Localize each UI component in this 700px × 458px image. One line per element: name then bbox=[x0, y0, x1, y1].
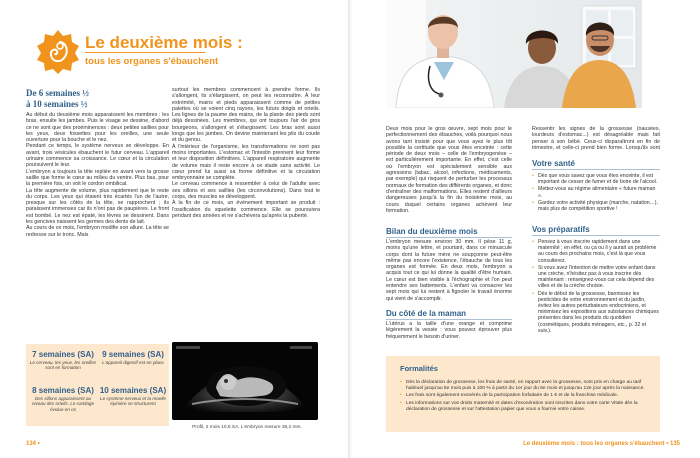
page-title: Le deuxième mois : bbox=[85, 33, 243, 52]
list-item: • Dès la déclaration de grossesse, les frais de santé, en rapport avec la grossesse, sont pris en charge au tarif habituel jusqu'au 5e mois puis à 100 % à partir du 1er jour du 6e mois et jusqu'au 12e jour après la naissance. bbox=[400, 380, 650, 392]
list-item: • Dès que vous savez que vous êtes enceinte, il est important de cesser de fumer et de boire de l'alcool. bbox=[532, 173, 660, 185]
sa-desc: Des sillons apparaissent au niveau des orteils. Le cartilage évolue en os bbox=[31, 396, 95, 412]
paragraph: Le cerveau commence à ressembler à celui de l'adulte avec ses sillons et ses saillies (les circonvolutions). Dans tout le corps, des muscles se développent. bbox=[172, 181, 320, 201]
heading-rule bbox=[386, 319, 512, 320]
section-heading bbox=[26, 88, 89, 110]
body-column-1 bbox=[26, 112, 169, 322]
signs-paragraph: Ressentir les signes de la grossesse (nausées, lourdeurs d'estomac...) est désagréable mais fait penser à son bébé. Ceux-ci disparaîtront en fin de trimestre, et celle-ci prend bien forme. Lorsqu'ils sont bbox=[532, 126, 660, 150]
preparatifs-heading: Vos préparatifs bbox=[532, 225, 590, 234]
bilan-heading: Bilan du deuxième mois bbox=[386, 227, 478, 236]
formalites-heading: Formalités bbox=[400, 364, 438, 373]
list-item: • Les informations sur vos droits maternité et dates d'exonération sont inscrites dans votre carte Vitale dès la déclaration de grossesse et sur l'attestation papier que vous a fournie votre caisse. bbox=[400, 401, 650, 413]
list-item: • Les frais sont également exonérés de la participation forfaitaire de 1 € et de la franchise médicale. bbox=[400, 393, 650, 399]
heading-rule bbox=[532, 169, 660, 170]
preparatifs-list bbox=[532, 239, 660, 347]
ultrasound-caption: Profil, 2 mois 10,5 SA. L'embryon mesure 38,2 mm. bbox=[192, 425, 302, 430]
right-page bbox=[352, 0, 700, 458]
page-folio: Le deuxième mois : tous les organes s'ébauchent • 135 bbox=[523, 441, 680, 447]
sa-title: 10 semaines (SA) bbox=[99, 386, 167, 395]
sante-list bbox=[532, 173, 660, 219]
formalites-list bbox=[400, 380, 650, 414]
sa-desc: Le système nerveux et la moelle épinière se structurent bbox=[100, 396, 166, 407]
paragraph: surtout les membres commencent à prendre forme. Ils s'allongent, ils s'élargissent, on peut les reconnaître. À leur extrémité, mains et pieds apparaissent comme de petites palettes où se voient cinq rayons, les futurs doigts et orteils. Les lignes de la paume des mains, de la plante des pieds sont déjà dessinées. Les membres, qui ont toujours l'air de gros bourgeons, s'allongent et s'élargissent. Les bras sont aussi longs que les jambes. On devine maintenant les plis du coude et du genou. bbox=[172, 87, 320, 144]
consultation-photo bbox=[386, 0, 642, 108]
sa-title: 9 semaines (SA) bbox=[102, 350, 164, 359]
list-item: • Dès le début de la grossesse, bannissez les pesticides de votre environnement et du jardin, évitez les autres perturbateurs endocriniens, et minimisez les expositions aux substances chimiques présentes dans les produits du quotidien (cosmétiques, produits ménagers, etc., p. 32 et suiv.). bbox=[532, 291, 660, 334]
body-column-2 bbox=[172, 87, 320, 269]
paragraph: À l'intérieur de l'organisme, les transformations ne sont pas moins importantes. L'estomac et l'intestin prennent leur forme et leur disposition définitives. L'appareil respiratoire augmente de volume mais il reste encore à ce stade sans activité. Le cœur prend lui aussi sa forme définitive et la circulation embryonnaire se complète. bbox=[172, 143, 320, 182]
bilan-paragraph: L'embryon mesure environ 30 mm. Il pèse 11 g, moins qu'une lettre, et pourtant, dans ce minuscule corps dont la future mère ne soupçonne peut-être même pas encore l'existence, l'ébauche de tous les organes est formée. En deux mois, l'embryon a acquis tout ce qui lui donne la qualité d'être humain. Le cœur est bien visible à l'échographie et l'on peut entendre ses battements. L'enfant va consacrer les sept mois qui lui restent à fignoler le travail énorme qui vient de s'accomplir. bbox=[386, 239, 512, 302]
weeks-info-box bbox=[26, 344, 169, 426]
cote-maman-paragraph: L'utérus a la taille d'une orange et comprime légèrement la vessie : vous pouvez éprouver plus fréquemment le besoin d'uriner. bbox=[386, 321, 512, 340]
intro-paragraph: Deux mois pour le gros œuvre, sept mois pour le perfectionnement des ébauches, voilà pourquoi nous avons tant insisté pour que vous ayez le plus tôt possible la certitude que vous êtes enceinte : cette période de deux mois – celle de l'embryogenèse – est particulièrement importante. En effet, c'est celle où l'embryon est spécialement sensible aux agressions (tabac, alcool, infections, médicaments, par exemple) qui risquent de perturber les processus normaux de formation des différents organes, et donc d'entraîner des malformations. Elles restent d'ailleurs dangereuses jusqu'à la fin du troisième mois, au cours duquel certains organes achèvent leur formation. bbox=[386, 126, 512, 214]
sa-desc: Le cerveau, les yeux, les oreilles sont en formation bbox=[29, 360, 97, 371]
paragraph: Au cours de ce mois, l'embryon modifie son allure. La tête se redresse sur le tronc. Mais bbox=[26, 225, 169, 238]
title-underline bbox=[85, 52, 205, 53]
sa-desc: L'appareil digestif est en place bbox=[102, 360, 164, 365]
paragraph: L'embryon a toujours la tête repliée en avant vers la grosse saillie que forme le cœur au milieu du ventre. Plus bas, pour la première fois, on voit le cordon ombilical. bbox=[26, 168, 169, 188]
sa-item bbox=[98, 350, 168, 365]
sa-item bbox=[28, 386, 98, 412]
sa-item bbox=[28, 350, 98, 371]
ultrasound-image bbox=[172, 342, 318, 420]
sante-heading: Votre santé bbox=[532, 159, 575, 168]
list-item: • Pensez à vous inscrire rapidement dans une maternité ; en effet, ou ça ou il y aurait un problème au cours des prochains mois, c'est là que vous consulterez. bbox=[532, 239, 660, 264]
page-subtitle: tous les organes s'ébauchent bbox=[85, 56, 219, 67]
section-heading-line-2: à 10 semaines ½ bbox=[26, 99, 88, 109]
list-item: • Si vous avez l'intention de mettre votre enfant dans une crèche, n'hésitez pas à vous inscrire dès maintenant : renseignez-vous car cela dépend des villes et de la crèche choisie. bbox=[532, 265, 660, 290]
sa-title: 7 semaines (SA) bbox=[32, 350, 94, 359]
paragraph: Pendant ce temps, le système nerveux se développe. En avant, trois vésicules ébauchent le futur cerveau. L'appareil urinaire commence sa croissance. Le cœur et la circulation poursuivent le leur. bbox=[26, 143, 169, 169]
sa-title: 8 semaines (SA) bbox=[32, 386, 94, 395]
page-number: 134 • bbox=[26, 441, 40, 447]
heading-rule bbox=[532, 235, 660, 236]
list-item: • Mettez-vous au régime alimentaire « future maman ». bbox=[532, 186, 660, 198]
paragraph: La tête augmente de volume, plus rapidement que le reste du corps. Les yeux qui étaient très écartés l'un de l'autre, presque sur les côtés de la tête, se rapprochent ; ils paraissent immenses car ils n'ont pas de paupières. Le front est bombé. Le nez est épaté, les lèvres se dessinent. Dans les gencives naissent les germes des dents de lait. bbox=[26, 187, 169, 226]
heading-rule bbox=[386, 237, 512, 238]
paragraph: À la fin de ce mois, un événement important se produit : l'ossification du squelette commence. Elle se poursuivra pendant des années et ne s'achèvera qu'après la puberté. bbox=[172, 200, 320, 219]
cote-maman-heading: Du côté de la maman bbox=[386, 309, 467, 318]
left-page bbox=[0, 0, 348, 458]
paragraph: Au début du deuxième mois apparaissent les membres : les bras, ensuite les jambes. Puis le visage se dessine, d'abord ce ne sont que des proéminences : deux petites saillies pour les yeux, deux fossettes pour les oreilles, une seule ouverture pour la bouche et le nez. bbox=[26, 112, 169, 144]
list-item: • Gardez votre activité physique (marche, natation…), mais plus de compétition sportive ! bbox=[532, 200, 660, 212]
embryo-badge-icon bbox=[36, 30, 80, 74]
sa-item bbox=[98, 386, 168, 407]
section-heading-line-1: De 6 semaines ½ bbox=[26, 88, 89, 98]
